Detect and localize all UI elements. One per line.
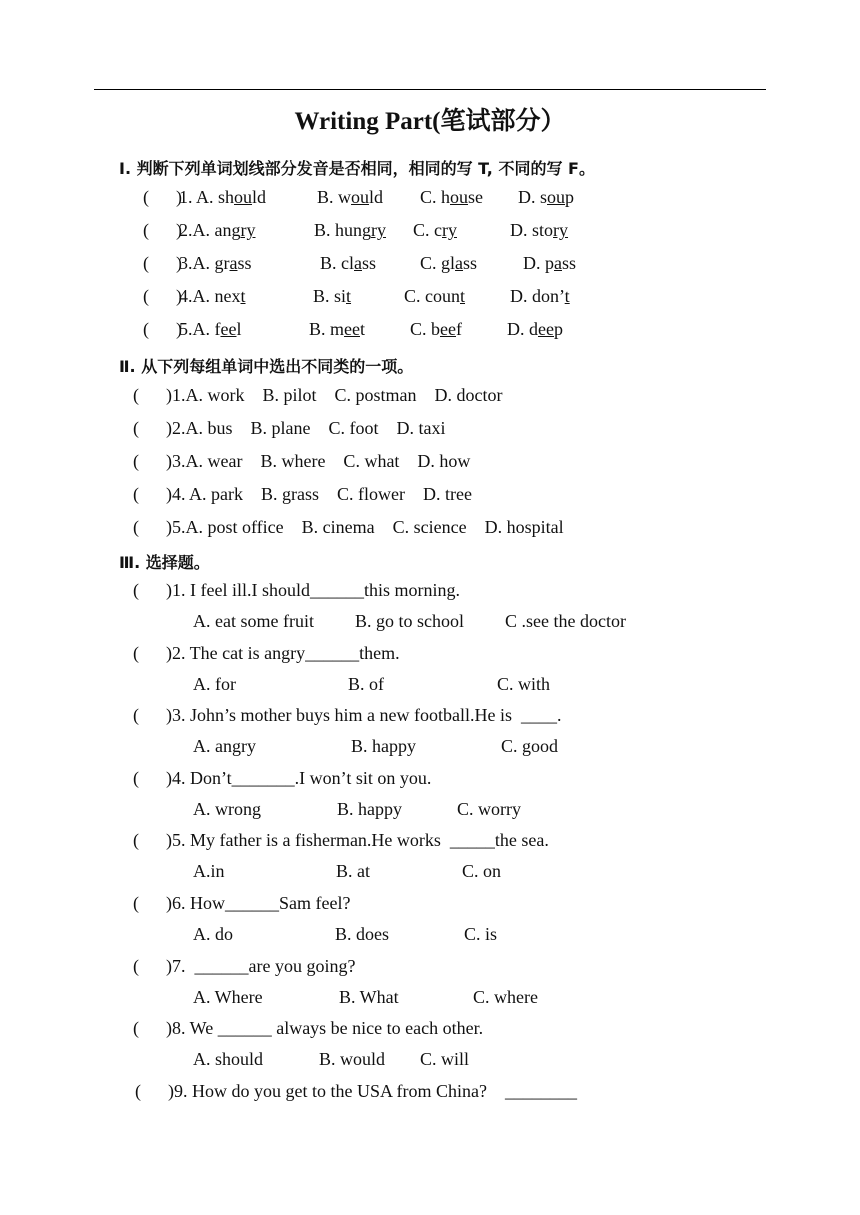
underlined-sound: a [554, 253, 562, 273]
word-part: D. d [507, 319, 538, 339]
choice-question: ( )4. Don’t_______.I won’t sit on you. [133, 768, 432, 788]
underlined-sound: t [240, 286, 246, 306]
word-part: C. c [413, 220, 442, 240]
word-part: ss [562, 253, 577, 273]
header-rule [94, 89, 766, 90]
word-part: C. coun [404, 286, 460, 306]
answer-option: C. worry [457, 799, 521, 819]
answer-option: A. should [193, 1049, 264, 1069]
underlined-sound: a [229, 253, 238, 273]
word-part: D. don’ [510, 286, 565, 306]
option-b [317, 187, 383, 208]
option-d [510, 286, 570, 307]
option-d [510, 220, 568, 241]
option-d [507, 319, 563, 340]
option-c [404, 286, 465, 307]
option-c [420, 187, 483, 208]
word-part: C. gl [420, 253, 456, 273]
word-part: 2.A. ang [179, 220, 241, 240]
word-part: p [553, 319, 563, 339]
choice-question: ( )7. ______are you going? [133, 956, 356, 976]
word-part: ( ) [143, 220, 182, 240]
answer-option: B. does [335, 924, 389, 944]
word-part: ld [369, 187, 384, 207]
word-part: B. cl [320, 253, 354, 273]
page-title: Writing Part(笔试部分） [294, 108, 566, 135]
answer-option: A. do [193, 924, 233, 944]
word-part: 4.A. nex [179, 286, 241, 306]
underlined-sound: a [455, 253, 464, 273]
word-part: 3.A. gr [179, 253, 230, 273]
underlined-sound: t [564, 286, 570, 306]
option-a [179, 319, 242, 340]
answer-option: A. wrong [193, 799, 261, 819]
choice-question: ( )3. John’s mother buys him a new football.He is ____. [133, 705, 562, 725]
option-a [179, 220, 256, 241]
answer-option: B. happy [337, 799, 402, 819]
word-part: B. m [309, 319, 345, 339]
option-a [179, 187, 266, 208]
word-part: D. s [518, 187, 548, 207]
classification-question: ( )3.A. wear B. where C. what D. how [133, 451, 471, 471]
classification-question: ( )1.A. work B. pilot C. postman D. doctor [133, 385, 503, 405]
word-part: B. hung [314, 220, 372, 240]
underlined-sound: ry [553, 220, 569, 240]
answer-blank [143, 286, 182, 307]
choice-question: ( )1. I feel ill.I should______this morning. [133, 580, 460, 600]
word-part: ( ) [143, 187, 182, 207]
answer-option: B. of [348, 674, 384, 694]
option-c [410, 319, 462, 340]
underlined-sound: ou [450, 187, 469, 207]
word-part: ( ) [143, 286, 182, 306]
answer-option: A. eat some fruit [193, 611, 314, 631]
word-part: B. si [313, 286, 347, 306]
answer-blank [143, 253, 182, 274]
underlined-sound: ee [440, 319, 456, 339]
underlined-sound: ry [442, 220, 457, 240]
answer-option: B. happy [351, 736, 416, 756]
word-part: ( ) [143, 253, 182, 273]
underlined-sound: ou [351, 187, 370, 207]
option-d [518, 187, 574, 208]
answer-option: A. for [193, 674, 236, 694]
answer-blank [143, 187, 182, 208]
underlined-sound: a [354, 253, 362, 273]
word-part: C. b [410, 319, 441, 339]
answer-option: B. What [339, 987, 399, 1007]
word-part: f [456, 319, 462, 339]
word-part: p [565, 187, 575, 207]
option-a [179, 286, 246, 307]
option-d [523, 253, 576, 274]
word-part: D. sto [510, 220, 554, 240]
answer-option: B. would [319, 1049, 386, 1069]
answer-option: C. with [497, 674, 551, 694]
word-part: D. p [523, 253, 554, 273]
answer-option: C. good [501, 736, 559, 756]
option-a [179, 253, 252, 274]
word-part: ss [463, 253, 478, 273]
answer-option: C. where [473, 987, 538, 1007]
classification-question: ( )2.A. bus B. plane C. foot D. taxi [133, 418, 446, 438]
underlined-sound: ou [547, 187, 566, 207]
section-1-heading: Ⅰ. 判断下列单词划线部分发音是否相同，相同的写 T, 不同的写 F。 [119, 159, 595, 178]
answer-option: C. on [462, 861, 502, 881]
answer-option: A. angry [193, 736, 256, 756]
option-c [413, 220, 457, 241]
option-b [320, 253, 376, 274]
answer-option: C. will [420, 1049, 470, 1069]
word-part: t [360, 319, 366, 339]
word-part: ld [252, 187, 267, 207]
section-2-heading: Ⅱ. 从下列每组单词中选出不同类的一项。 [119, 357, 414, 376]
option-b [313, 286, 351, 307]
answer-option: A. Where [193, 987, 263, 1007]
word-part: ( ) [143, 319, 182, 339]
word-part: l [236, 319, 242, 339]
underlined-sound: ee [220, 319, 237, 339]
underlined-sound: ry [371, 220, 387, 240]
underlined-sound: ee [538, 319, 554, 339]
option-b [314, 220, 386, 241]
underlined-sound: ry [240, 220, 256, 240]
word-part: C. h [420, 187, 451, 207]
choice-question: ( )9. How do you get to the USA from China? ________ [135, 1081, 577, 1101]
answer-option: B. at [336, 861, 370, 881]
answer-option: C .see the doctor [505, 611, 626, 631]
answer-blank [143, 220, 182, 241]
underlined-sound: t [460, 286, 466, 306]
answer-option: C. is [464, 924, 498, 944]
word-part: B. w [317, 187, 352, 207]
answer-blank [143, 319, 182, 340]
choice-question: ( )2. The cat is angry______them. [133, 643, 400, 663]
choice-question: ( )8. We ______ always be nice to each other. [133, 1018, 484, 1038]
word-part: ss [237, 253, 252, 273]
choice-question: ( )6. How______Sam feel? [133, 893, 351, 913]
underlined-sound: ee [344, 319, 360, 339]
classification-question: ( )5.A. post office B. cinema C. science D. hospital [133, 517, 564, 537]
option-b [309, 319, 365, 340]
section-3-heading: Ⅲ. 选择题。 [119, 553, 210, 572]
word-part: 1. A. sh [179, 187, 235, 207]
choice-question: ( )5. My father is a fisherman.He works _____the sea. [133, 830, 549, 850]
classification-question: ( )4. A. park B. grass C. flower D. tree [133, 484, 472, 504]
word-part: se [468, 187, 484, 207]
answer-option: B. go to school [355, 611, 465, 631]
answer-option: A.in [193, 861, 225, 881]
word-part: 5.A. f [179, 319, 221, 339]
option-c [420, 253, 477, 274]
underlined-sound: ou [234, 187, 253, 207]
word-part: ss [362, 253, 377, 273]
underlined-sound: t [346, 286, 352, 306]
